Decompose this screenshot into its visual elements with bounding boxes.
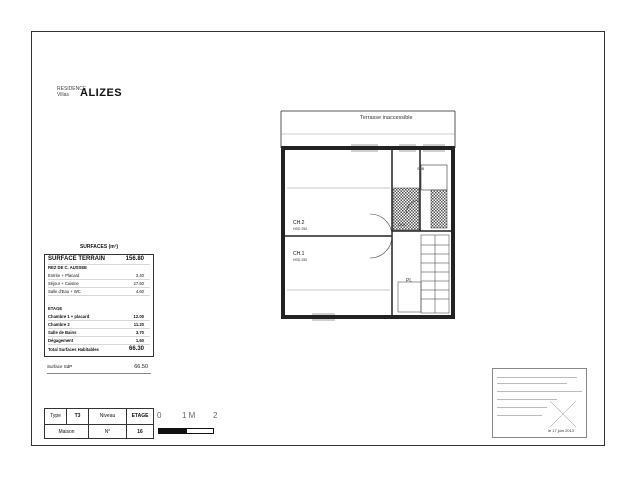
table-row: Salle d'Eau + WC 4.60: [48, 288, 150, 296]
bathroom-hatch: [393, 188, 419, 230]
type-label: Type: [45, 409, 67, 424]
total-surfaces-row: Total Surfaces Habitables 66.30: [48, 346, 144, 352]
logo-title: ALIZES: [80, 87, 123, 99]
room-label-ch2: CH.2: [293, 220, 305, 226]
niveau-value: ETAGE: [131, 413, 149, 419]
niveau-label: Niveau: [89, 409, 127, 424]
bath-fixture: [421, 165, 447, 190]
surface-sdp-row: Surface SdP 66.50: [47, 364, 151, 369]
etage-header: ETAGE: [48, 306, 63, 311]
dimension-lines: [287, 188, 390, 290]
table-row: Chambre 2 11.20: [48, 321, 150, 329]
terrace-label: Terrasse inaccessible: [360, 115, 413, 121]
numero-label: N°: [89, 424, 127, 439]
type-table: [44, 408, 154, 439]
numero-value: 16: [127, 424, 153, 439]
windows: [312, 145, 445, 320]
table-row: Entrée + Placard 3.40: [48, 272, 150, 280]
room-hsp-ch1: HSD 250: [293, 258, 308, 262]
maison-label: Maison: [45, 424, 89, 439]
scale-zero: 0: [157, 411, 162, 420]
staircase: [398, 235, 449, 313]
scale-bar: [158, 428, 214, 434]
room-label-deg: DEG: [398, 223, 406, 227]
table-row: Salle de Bains 3.70: [48, 329, 150, 337]
room-hsp-ch2: HSD 250: [293, 227, 308, 231]
surface-terrain-row: SURFACE TERRAIN 156.80: [48, 255, 150, 265]
type-value: T3: [67, 409, 89, 424]
room-label-sdb: SDB: [417, 167, 425, 171]
table-row: Séjour + Cuisine 27.60: [48, 280, 150, 288]
room-label-pl: PL: [406, 278, 413, 284]
logo-small-line-2: Villas: [57, 92, 69, 98]
table-row: Dégagement 1.60: [48, 337, 150, 345]
date-label: le 17 juin 2013: [548, 428, 575, 433]
outer-walls: [283, 148, 453, 317]
scale-two: 2: [213, 411, 218, 420]
surfaces-title: SURFACES (m²): [79, 244, 119, 250]
scale-one: 1 M: [182, 411, 196, 420]
surfaces-table: [44, 254, 154, 357]
logo-small-line-1: RESIDENCE: [57, 86, 87, 92]
rdc-header: REZ DE C. AUSSEE: [48, 265, 87, 270]
bath-hatch-2: [431, 190, 447, 228]
north-arrow-icon: [548, 399, 578, 429]
table-row: Chambre 1 + placard 12.00: [48, 313, 150, 321]
room-label-ch1: CH.1: [293, 251, 305, 257]
